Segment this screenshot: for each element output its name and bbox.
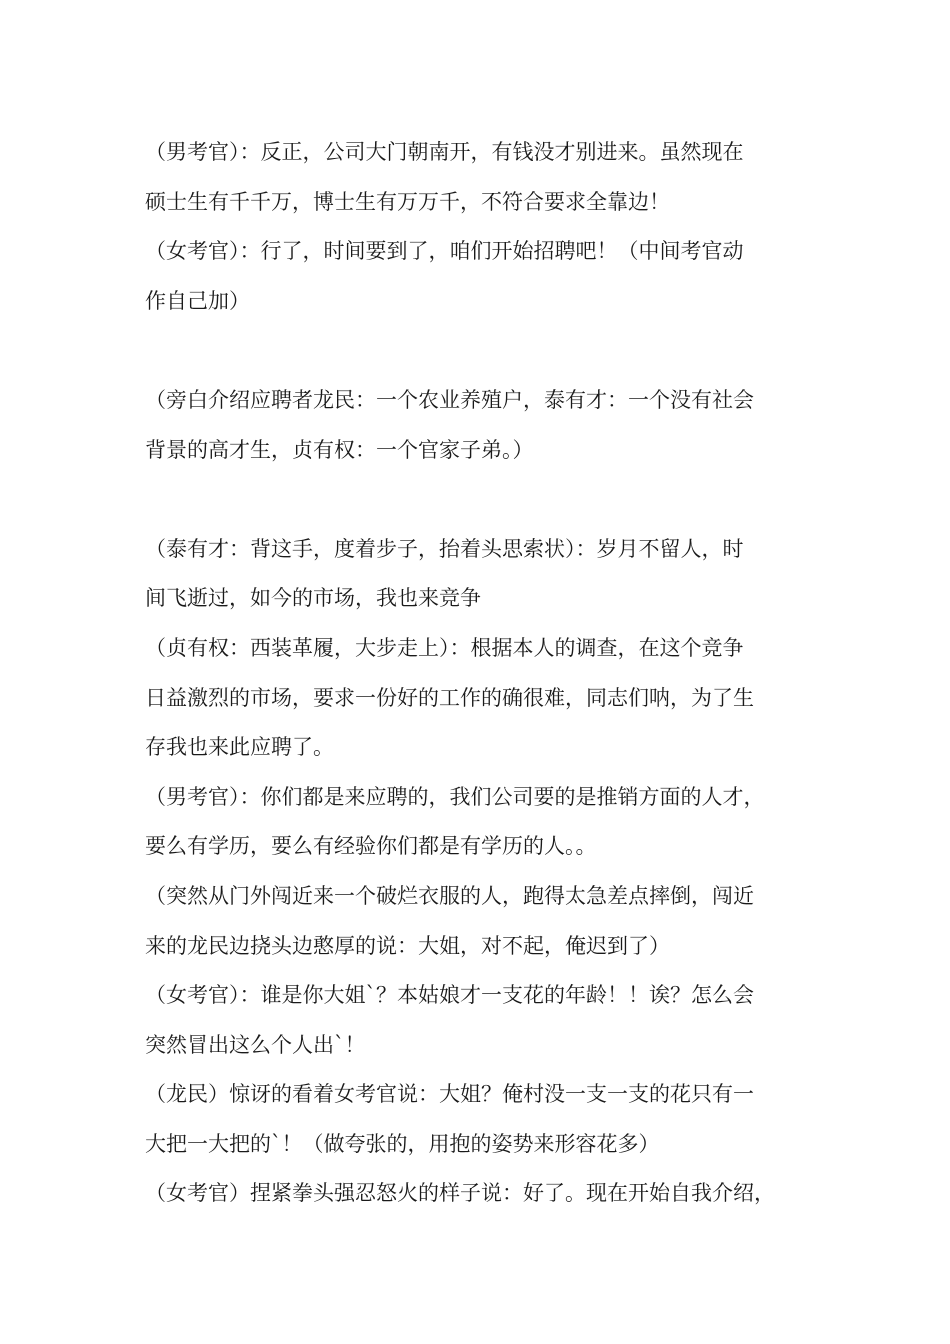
text-line: （女考官）：行了，时间要到了，咱们开始招聘吧！（中间考官动 [145, 239, 744, 264]
text-line: （男考官）：你们都是来应聘的，我们公司要的是推销方面的人才， [145, 784, 765, 809]
text-line: 日益激烈的市场，要求一份好的工作的确很难，同志们呐，为了生 [145, 685, 754, 710]
text-line: （龙民）惊讶的看着女考官说：大姐？俺村没一支一支的花只有一 [145, 1082, 754, 1107]
text-line: （女考官）捏紧拳头强忍怒火的样子说：好了。现在开始自我介绍， [145, 1181, 775, 1206]
text-line: 硕士生有千千万，博士生有万万千，不符合要求全靠边！ [145, 189, 670, 214]
blank-line [145, 326, 825, 376]
text-line: 来的龙民边挠头边憨厚的说：大姐，对不起，俺迟到了） [145, 933, 670, 958]
text-line: （男考官）：反正，公司大门朝南开，有钱没才别进来。虽然现在 [145, 140, 744, 164]
text-line: 间飞逝过，如今的市场，我也来竞争 [145, 586, 481, 611]
text-line: 背景的高才生，贞有权：一个官家子弟。） [145, 437, 534, 462]
text-line: 突然冒出这么个人出`！ [145, 1032, 366, 1057]
text-line: 存我也来此应聘了。 [145, 735, 334, 760]
text-line: 要么有学历，要么有经验你们都是有学历的人。。 [145, 834, 597, 859]
text-line: （突然从门外闯近来一个破烂衣服的人，跑得太急差点摔倒，闯近 [145, 883, 754, 908]
text-line: 大把一大把的`！（做夸张的，用抱的姿势来形容花多） [145, 1131, 660, 1156]
blank-line [145, 475, 825, 525]
text-line: 作自己加） [145, 288, 250, 313]
text-line: （泰有才：背这手，度着步子，抬着头思索状）：岁月不留人，时 [145, 536, 744, 561]
text-line: （女考官）：谁是你大姐`？本姑娘才一支花的年龄！！诶？怎么会 [145, 983, 754, 1008]
text-line: （旁白介绍应聘者龙民：一个农业养殖户，泰有才：一个没有社会 [145, 387, 754, 412]
script-text-body [145, 128, 825, 1219]
text-line: （贞有权：西装革履，大步走上）：根据本人的调查，在这个竞争 [145, 635, 744, 660]
